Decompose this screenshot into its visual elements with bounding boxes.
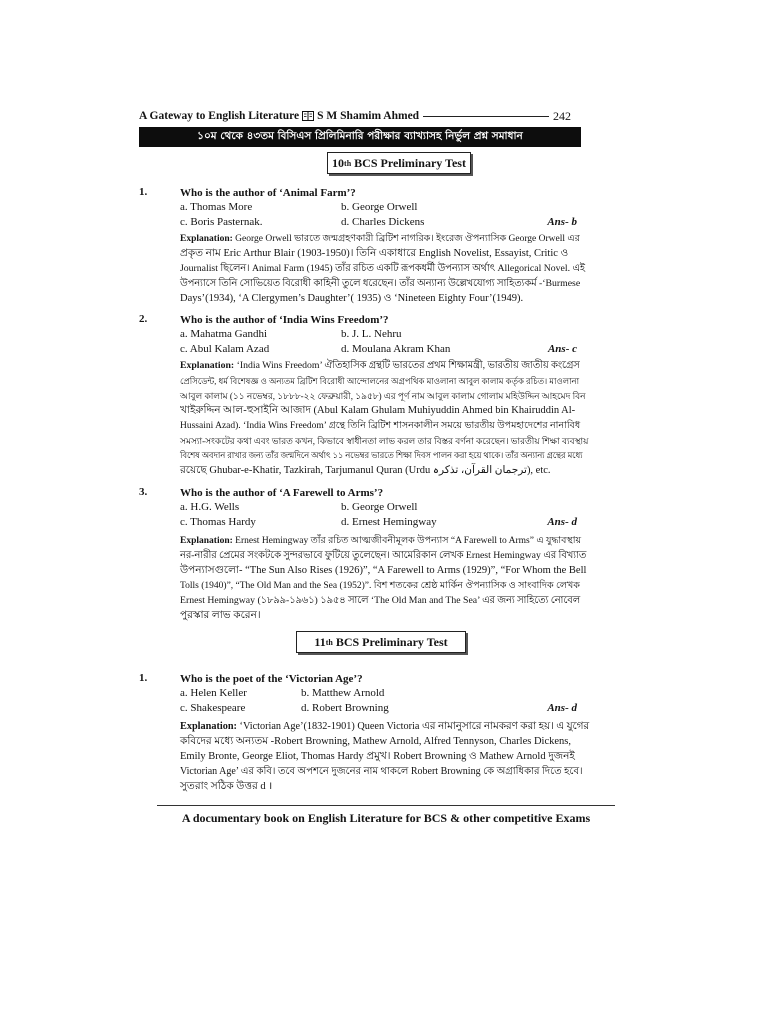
option-a: a. Mahatma Gandhi <box>180 328 268 340</box>
question-number: 3. <box>139 486 148 498</box>
explanation-line: Explanation: ‘India Wins Freedom’ ঐতিহাসিক গ্রন্থটি ভারতের প্রথম শিক্ষামন্ত্রী, ভারতীয় জাতীয় কংগ্রেস <box>180 360 580 371</box>
explanation-line: Journalist ছিলেন। Animal Farm (1945) তাঁর রচিত একটি রূপকধর্মী উপন্যাস অর্থাৎ Allegorical Novel. এই <box>180 263 585 274</box>
section-title-10th: 10 th BCS Preliminary Test <box>327 152 471 174</box>
footer-rule <box>157 805 615 806</box>
question-number: 2. <box>139 313 148 325</box>
explanation-line: Ernest Hemingway (১৮৯৯-১৯৬১) ১৯৫৪ সালে ‘The Old Man and The Sea’ এর জন্য সাহিত্যে নোবেল <box>180 595 580 606</box>
option-d: d. Robert Browning <box>301 702 389 714</box>
footer-text: A documentary book on English Literature for BCS & other competitive Exams <box>181 811 591 825</box>
answer: Ans- d <box>547 702 577 714</box>
explanation-line: প্রকৃত নাম Eric Arthur Blair (1903-1950)। তিনি একাধারে English Novelist, Essayist, Critic ও <box>180 248 569 259</box>
explanation-line: সমস্যা-সংকটের কথা এবং ভারত কখন, কিভাবে স্বাধীনতা লাভ করল তার বিস্তর বর্ণনা করেছেন। ভারতীয় শিক্ষা ব্যবস্থায় <box>180 436 589 446</box>
question-text: Who is the author of ‘India Wins Freedom’? <box>180 314 389 326</box>
explanation-line: উপন্যাসগুলো- “The Sun Also Rises (1926)”, “A Farewell to Arms (1929)”, “For Whom the Bell <box>180 565 587 576</box>
page-number: 242 <box>553 108 571 123</box>
section-title-11th: 11 th BCS Preliminary Test <box>296 631 466 653</box>
explanation-line: নর-নারীর প্রেমের সংকটকে সুন্দরভাবে ফুটিয়ে তুলেছেন। আমেরিকান লেখক Ernest Hemingway এর বিখ্যাত <box>180 550 587 561</box>
explanation-line: Emily Bronte, George Eliot, Thomas Hardy প্রমুখ। Robert Browning ও Mathew Arnold দুজনই <box>180 751 575 762</box>
option-c: c. Abul Kalam Azad <box>180 343 270 355</box>
answer: Ans- b <box>547 216 577 228</box>
book-icon <box>302 111 314 121</box>
question-number: 1. <box>139 186 148 198</box>
explanation-line: প্রেসিডেন্ট, ধর্ম বিশেষজ্ঞ ও অন্যতম ব্রিটিশ বিরোধী আন্দোলনের অগ্রপথিক মাওলানা আবুল কালাম কর্তৃক রচিত। মাওলানা <box>180 376 580 386</box>
banner: ১০ম থেকে ৪৩তম বিসিএস প্রিলিমিনারি পরীক্ষার ব্যাখ্যাসহ নির্ভুল প্রশ্ন সমাধান <box>139 127 581 147</box>
explanation-line: কবিদের মধ্যে অন্যতম -Robert Browning, Mathew Arnold, Alfred Tennyson, Charles Dickens, <box>180 736 571 747</box>
explanation-line: সুতরাং সঠিক উত্তর d । <box>180 781 273 792</box>
author-name: S M Shamim Ahmed <box>317 110 420 122</box>
explanation-label: Explanation: <box>180 721 237 732</box>
option-b: b. George Orwell <box>341 501 418 513</box>
explanation-line: পুরস্কার লাভ করেন। <box>180 610 261 621</box>
explanation-line: Days’(1934), ‘A Clergymen’s Daughter’( 1935) ও ‘Nineteen Eighty Four’(1949). <box>180 293 524 304</box>
option-b: b. J. L. Nehru <box>341 328 402 340</box>
explanation-line: Explanation: ‘Victorian Age’(1832-1901) Queen Victoria এর নামানুসারে নামকরণ করা হয়। এ যুগের <box>180 721 590 732</box>
explanation-line: খাইরুদ্দিন আল-হুসাইনি আজাদ (Abul Kalam Ghulam Muhiyuddin Ahmed bin Khairuddin Al- <box>180 405 576 416</box>
question-text: Who is the author of ‘A Farewell to Arms’? <box>180 487 384 499</box>
option-a: a. Thomas More <box>180 201 253 213</box>
explanation-label: Explanation: <box>180 360 235 371</box>
question-text: Who is the author of ‘Animal Farm’? <box>180 187 356 199</box>
running-header <box>139 108 571 124</box>
question-number: 1. <box>139 672 148 684</box>
explanation-label: Explanation: <box>180 536 233 546</box>
explanation-line: Tolls (1940)”, “The Old Man and the Sea (1952)”. বিশ শতকের শ্রেষ্ঠ মার্কিন ঔপন্যাসিক ও সাংবাদিক লেখক <box>180 581 580 591</box>
book-title: A Gateway to English Literature <box>139 110 300 122</box>
explanation-line: Explanation: Ernest Hemingway তাঁর রচিত আত্মজীবনীমূলক উপন্যাস “A Farewell to Arms” এ যুদ্ধাবস্থায় <box>180 536 582 546</box>
header-rule <box>423 116 549 117</box>
option-d: d. Moulana Akram Khan <box>341 343 451 355</box>
explanation-line: আবুল কালাম (১১ নভেম্বর, ১৮৮৮-২২ ফেব্রুয়ারী, ১৯৫৮) এর পূর্ণ নাম আবুল কালাম গোলাম মহিউদ্দিন আহমেদ বিন <box>180 391 586 401</box>
explanation-label: Explanation: <box>180 234 233 244</box>
option-c: c. Shakespeare <box>180 702 246 714</box>
option-b: b. George Orwell <box>341 201 418 213</box>
explanation-line: Explanation: George Orwell ভারতে জন্মগ্রহণকারী ব্রিটিশ নাগরিক। ইংরেজ ঔপন্যাসিক George Orwell এর <box>180 234 580 244</box>
explanation-line: বিশেষ অবদান রাখার জন্য তাঁর জন্মদিনে অর্থাৎ ১১ নভেম্বর ভারতে শিক্ষা দিবস পালন করা হয়ে থাকে। তাঁর অন্যান্য গ্রন্থের মধ্যে <box>180 451 583 460</box>
explanation-line: Hussaini Azad). ‘India Wins Freedom’ গ্রন্থে তিনি ব্রিটিশ শাসনকালীন সময়ে ভারতীয় উপমহাদেশের নানাবিধ <box>180 421 581 431</box>
question-text: Who is the poet of the ‘Victorian Age’? <box>180 673 363 685</box>
option-d: d. Ernest Hemingway <box>341 516 437 528</box>
option-a: a. H.G. Wells <box>180 501 240 513</box>
explanation-line: রয়েছে Ghubar-e-Khatir, Tazkirah, Tarjumanul Quran (Urdu ترجمان القرآن، تذکرہ), etc. <box>180 465 551 476</box>
answer: Ans- c <box>547 343 577 355</box>
answer: Ans- d <box>547 516 577 528</box>
option-a: a. Helen Keller <box>180 687 247 699</box>
option-b: b. Matthew Arnold <box>301 687 385 699</box>
explanation-line: উপন্যাসে তিনি সোভিয়েত বিরোধী কাহিনী তুলে ধরেছেন। তাঁর অন্যান্য উল্লেখযোগ্য সাহিত্যকর্ম -‘Burmese <box>180 278 581 289</box>
option-d: d. Charles Dickens <box>341 216 425 228</box>
explanation-line: Victorian Age’ এর কবি। তবে অপশনে দুজনের নাম থাকলে Robert Browning কে অগ্রাধিকার দিতে হবে। <box>180 766 583 777</box>
option-c: c. Boris Pasternak. <box>180 216 263 228</box>
option-c: c. Thomas Hardy <box>180 516 256 528</box>
